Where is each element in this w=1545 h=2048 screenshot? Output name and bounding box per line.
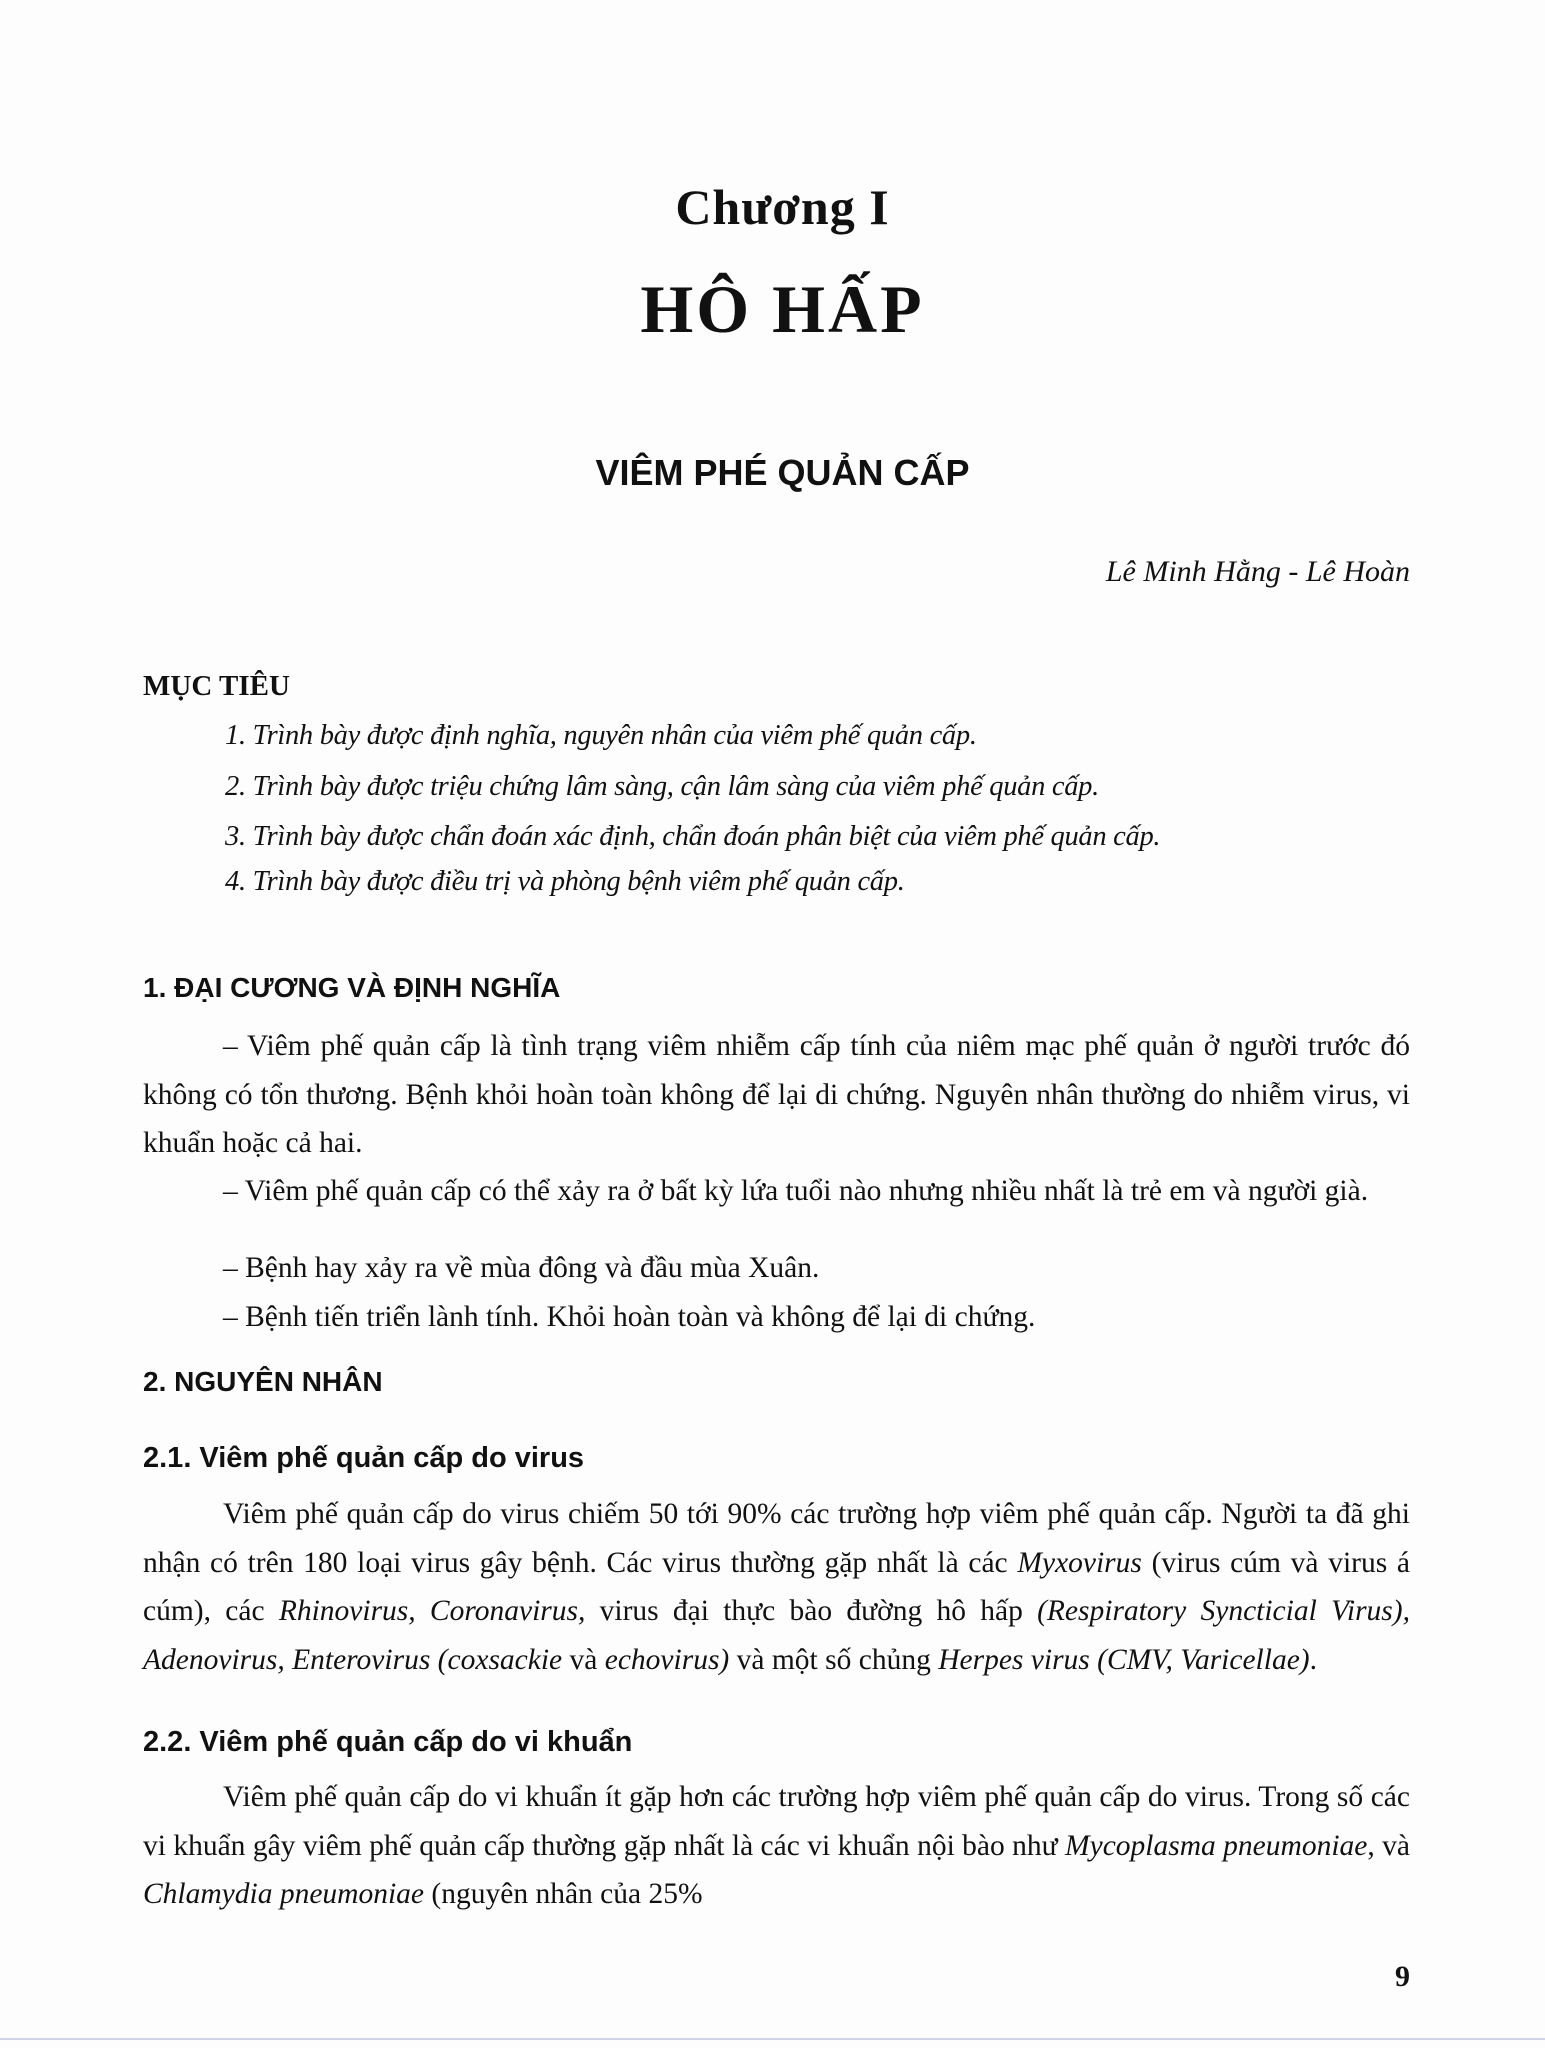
subsection-2-1-heading: 2.1. Viêm phế quản cấp do virus — [143, 1442, 585, 1474]
objective-item: 4. Trình bày được điều trị và phòng bệnh viêm phế quản cấp. — [225, 866, 905, 897]
text: (nguyên nhân của 25% — [424, 1878, 703, 1910]
text: , và — [1367, 1829, 1410, 1862]
section-1-heading: 1. ĐẠI CƯƠNG VÀ ĐỊNH NGHĨA — [143, 972, 561, 1003]
subsection-2-1-paragraph — [143, 1490, 1410, 1684]
italic-term: Rhinovirus, Coronavirus, — [278, 1595, 586, 1627]
text: Viêm phế quản cấp do vi khuẩn ít gặp hơn các trường hợp viêm phế quản cấp do virus. Trong số các vi khuẩn gây viêm phế quản cấp thường gặp nhất là các vi khuẩn nội bào như — [143, 1781, 1410, 1862]
italic-term: Chlamydia pneumoniae — [143, 1878, 425, 1910]
section-1-paragraph: – Viêm phế quản cấp có thể xảy ra ở bất kỳ lứa tuổi nào nhưng nhiều nhất là trẻ em và người già. — [223, 1175, 1369, 1207]
objectives-heading: MỤC TIÊU — [143, 670, 290, 702]
text: virus đại thực bào đường hô hấp — [585, 1595, 1038, 1627]
part-title: HÔ HẤP — [640, 271, 925, 347]
objective-item: 2. Trình bày được triệu chứng lâm sàng, cận lâm sàng của viêm phế quản cấp. — [225, 771, 1099, 802]
scan-edge-line — [0, 2038, 1545, 2040]
section-1-paragraph: – Bệnh tiến triển lành tính. Khỏi hoàn toàn và không để lại di chứng. — [223, 1301, 1036, 1333]
text: Viêm phế quản cấp do virus chiếm 50 tới 90% các trường hợp viêm phế quản cấp. Người ta đã ghi nhận có trên 180 loại virus gây bệnh. Các virus thường gặp nhất là các — [143, 1498, 1410, 1579]
italic-term: echovirus) — [604, 1643, 730, 1676]
section-1-paragraph: – Viêm phế quản cấp là tình trạng viêm nhiễm cấp tính của niêm mạc phế quản ở người trước đó không có tổn thương. Bệnh khỏi hoàn toàn không để lại di chứng. Nguyên nhân thường do nhiễm virus, vi khuẩn hoặc cả hai. — [143, 1030, 1410, 1159]
page-number: 9 — [1395, 1960, 1410, 1993]
chapter-label: Chương I — [675, 179, 890, 235]
text: và một số chủng — [729, 1643, 939, 1676]
section-2-heading: 2. NGUYÊN NHÂN — [143, 1366, 383, 1397]
objective-item: 3. Trình bày được chẩn đoán xác định, chẩn đoán phân biệt của viêm phế quản cấp. — [225, 821, 1161, 852]
subsection-2-2-paragraph — [143, 1773, 1410, 1919]
text: (virus cúm và virus á cúm), các — [143, 1546, 1410, 1627]
objective-item: 1. Trình bày được định nghĩa, nguyên nhân của viêm phế quản cấp. — [225, 720, 977, 751]
italic-term: Mycoplasma pneumoniae — [1065, 1829, 1368, 1862]
lesson-title: VIÊM PHÉ QUẢN CẤP — [595, 452, 970, 493]
text: . — [1309, 1643, 1317, 1676]
italic-term: Myxovirus — [1017, 1546, 1142, 1579]
authors: Lê Minh Hằng - Lê Hoàn — [1105, 555, 1410, 588]
text: và — [562, 1643, 605, 1676]
italic-term: (Respiratory Syncticial Virus), Adenovirus, Enterovirus (coxsackie — [143, 1595, 1410, 1676]
italic-term: Herpes virus (CMV, Varicellae) — [938, 1643, 1310, 1676]
section-1-paragraph: – Bệnh hay xảy ra về mùa đông và đầu mùa Xuân. — [223, 1252, 820, 1284]
subsection-2-2-heading: 2.2. Viêm phế quản cấp do vi khuẩn — [143, 1726, 633, 1758]
